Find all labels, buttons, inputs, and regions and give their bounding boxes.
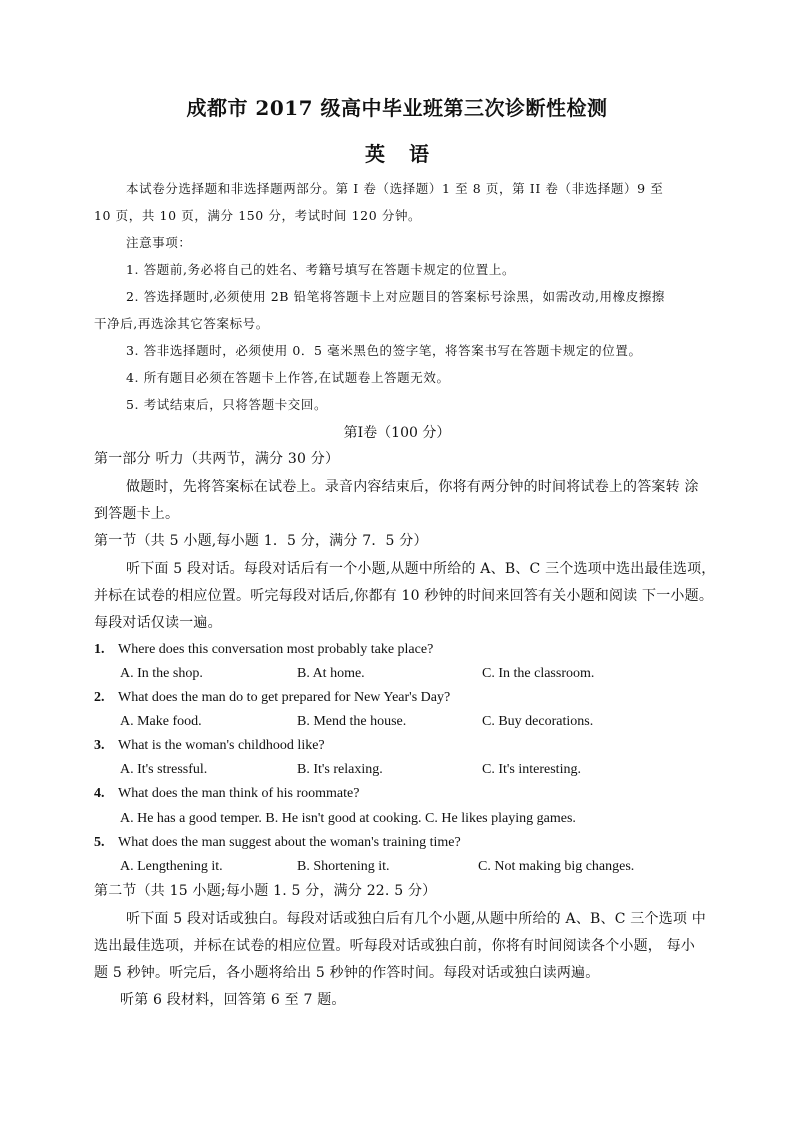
question-number: 3. [94,738,105,753]
question-text: What does the man think of his roommate? [118,786,360,801]
intro-line-1: 本试卷分选择题和非选择题两部分。第 I 卷（选择题）1 至 8 页，第 II 卷（非选择题）9 至 [126,181,664,196]
option-b: B. Shortening it. [297,859,390,874]
option-a: A. In the shop. [120,666,203,681]
section2-instruction-a: 听下面 5 段对话或独白。每段对话或独白后有几个小题,从题中所给的 A、B、C 三个选项 中 [126,911,706,927]
question-text: Where does this conversation most probably take place? [118,642,434,657]
intro-line-2: 10 页，共 10 页，满分 150 分，考试时间 120 分钟。 [94,208,422,223]
notice-item-2a: 2. 答选择题时,必须使用 2B 铅笔将答题卡上对应题目的答案标号涂黑，如需改动,用橡皮擦擦 [126,289,666,304]
question-number: 5. [94,835,105,850]
option-c: C. It's interesting. [482,762,581,777]
option-b: B. Mend the house. [297,714,407,729]
section2-title: 第二节（共 15 小题;每小题 1. 5 分，满分 22. 5 分） [94,883,437,899]
question-text: What is the woman's childhood like? [118,738,325,753]
options-line: A. He has a good temper. B. He isn't good at cooking. C. He likes playing games. [120,811,576,826]
notice-item-5: 5. 考试结束后，只将答题卡交回。 [126,397,328,412]
question-number: 4. [94,786,105,801]
section1-title: 第一节（共 5 小题,每小题 1．5 分，满分 7．5 分） [94,533,428,549]
listening-section-title: 第一部分 听力（共两节，满分 30 分） [94,451,340,467]
notice-item-2b: 干净后,再选涂其它答案标号。 [94,316,269,331]
exam-title: 成都市 2017 级高中毕业班第三次诊断性检测 [186,96,608,120]
option-a: A. Make food. [120,714,202,729]
notice-item-4: 4. 所有题目必须在答题卡上作答,在试题卷上答题无效。 [126,370,450,385]
question-number: 2. [94,690,105,705]
section2-instruction-d: 听第 6 段材料，回答第 6 至 7 题。 [120,992,346,1008]
question-number: 1. [94,642,105,657]
notice-heading: 注意事项： [126,235,192,250]
question-text: What does the man do to get prepared for New Year's Day? [118,690,451,705]
section2-instruction-c: 题 5 秒钟。听完后，各小题将给出 5 秒钟的作答时间。每段对话或独白读两遍。 [94,965,600,981]
part1-heading: 第Ⅰ卷（100 分） [343,425,451,441]
question-text: What does the man suggest about the woman's training time? [118,835,461,850]
section2-instruction-b: 选出最佳选项，并标在试卷的相应位置。听每段对话或独白前，你将有时间阅读各个小题， 每小 [94,938,696,954]
option-c: C. In the classroom. [482,666,595,681]
section1-instruction-b: 并标在试卷的相应位置。听完每段对话后,你都有 10 秒钟的时间来回答有关小题和阅读 下一小题。 [94,588,714,604]
listening-instruction-b: 到答题卡上。 [94,506,180,522]
section1-instruction-c: 每段对话仅读一遍。 [94,615,222,631]
option-c: C. Buy decorations. [482,714,594,729]
listening-instruction-a: 做题时，先将答案标在试卷上。录音内容结束后，你将有两分钟的时间将试卷上的答案转 涂 [126,479,699,495]
notice-item-3: 3. 答非选择题时，必须使用 0．5 毫米黑色的签字笔，将答案书写在答题卡规定的位置。 [126,343,642,358]
section1-instruction-a: 听下面 5 段对话。每段对话后有一个小题,从题中所给的 A、B、C 三个选项中选出最佳选项， [126,561,716,577]
subject-title: 英语 [365,142,453,166]
option-a: A. Lengthening it. [120,859,223,874]
option-b: B. It's relaxing. [297,762,383,777]
notice-item-1: 1. 答题前,务必将自己的姓名、考籍号填写在答题卡规定的位置上。 [126,262,516,277]
option-c: C. Not making big changes. [478,859,635,874]
option-a: A. It's stressful. [120,762,208,777]
option-b: B. At home. [297,666,365,681]
